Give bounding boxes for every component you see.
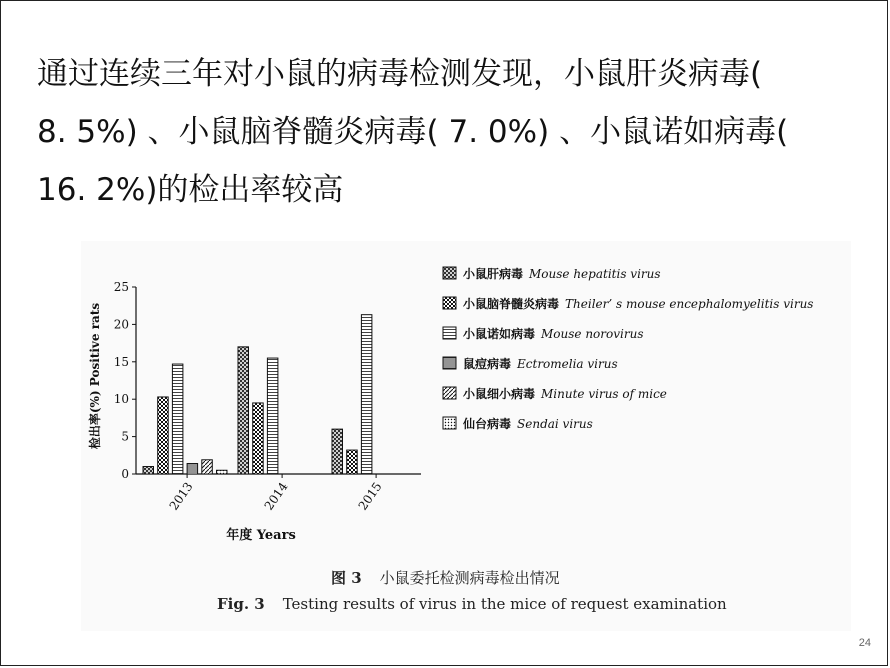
bar-2015-series-2	[347, 450, 358, 474]
bar-2014-series-1	[238, 347, 249, 474]
y-tick-label: 20	[113, 317, 129, 332]
figure-caption-chinese	[331, 567, 560, 588]
bar-2015-series-1	[332, 429, 343, 474]
bar-2015-series-3	[361, 315, 372, 474]
figure-caption-english	[217, 595, 727, 613]
bar-2013-series-1	[143, 467, 154, 474]
chart-bars	[143, 315, 372, 474]
headline-line-2: 8. 5%) 、小鼠脑脊髓炎病毒( 7. 0%) 、小鼠诺如病毒(	[37, 114, 789, 150]
y-tick-label: 5	[121, 429, 129, 444]
caption-en-label: Fig. 3	[217, 595, 265, 613]
x-tick-label-2013: 2013	[166, 479, 196, 513]
chart-tick-labels	[114, 280, 385, 513]
legend-swatch-4	[443, 357, 456, 369]
legend-swatch-2	[443, 297, 456, 309]
caption-cn-text: 小鼠委托检测病毒检出情况	[379, 569, 560, 587]
legend-swatch-1	[443, 267, 456, 279]
x-axis-label: 年度 Years	[226, 528, 296, 543]
legend-label-3: 小鼠诺如病毒 Mouse norovirus	[463, 327, 644, 341]
slide-headline	[37, 45, 867, 219]
legend-label-6: 仙台病毒 Sendai virus	[463, 417, 593, 431]
headline-line-3: 16. 2%)的检出率较高	[37, 172, 344, 208]
bar-2013-series-4	[187, 464, 198, 474]
chart-legend	[443, 266, 813, 431]
y-tick-label: 10	[113, 392, 129, 407]
y-tick-label: 15	[113, 354, 129, 369]
page-number: 24	[858, 637, 871, 649]
caption-cn-label: 图 3	[331, 569, 362, 587]
bar-2013-series-5	[202, 460, 213, 474]
legend-swatch-5	[443, 387, 456, 399]
legend-label-5: 小鼠细小病毒 Minute virus of mice	[463, 387, 667, 401]
legend-swatch-3	[443, 327, 456, 339]
bar-2013-series-2	[158, 397, 169, 474]
bar-2014-series-3	[267, 358, 278, 474]
x-tick-label-2015: 2015	[355, 479, 385, 513]
y-tick-label: 0	[121, 467, 129, 481]
caption-en-text: Testing results of virus in the mice of request examination	[282, 595, 727, 613]
y-tick-label: 25	[113, 280, 129, 294]
bar-2013-series-3	[172, 364, 183, 474]
legend-label-1: 小鼠肝病毒 Mouse hepatitis virus	[463, 267, 661, 281]
legend-swatch-6	[443, 417, 456, 429]
legend-label-4: 鼠痘病毒 Ectromelia virus	[463, 357, 618, 371]
legend-label-2: 小鼠脑脊髓炎病毒 Theiler’ s mouse encephalomyelitis virus	[463, 297, 814, 311]
bar-2014-series-2	[253, 403, 264, 474]
y-axis-label: 检出率(%) Positive rats	[88, 302, 102, 450]
headline-line-1: 通过连续三年对小鼠的病毒检测发现，小鼠肝炎病毒(	[37, 56, 763, 92]
bar-2013-series-6	[217, 470, 228, 474]
x-tick-label-2014: 2014	[261, 479, 291, 513]
